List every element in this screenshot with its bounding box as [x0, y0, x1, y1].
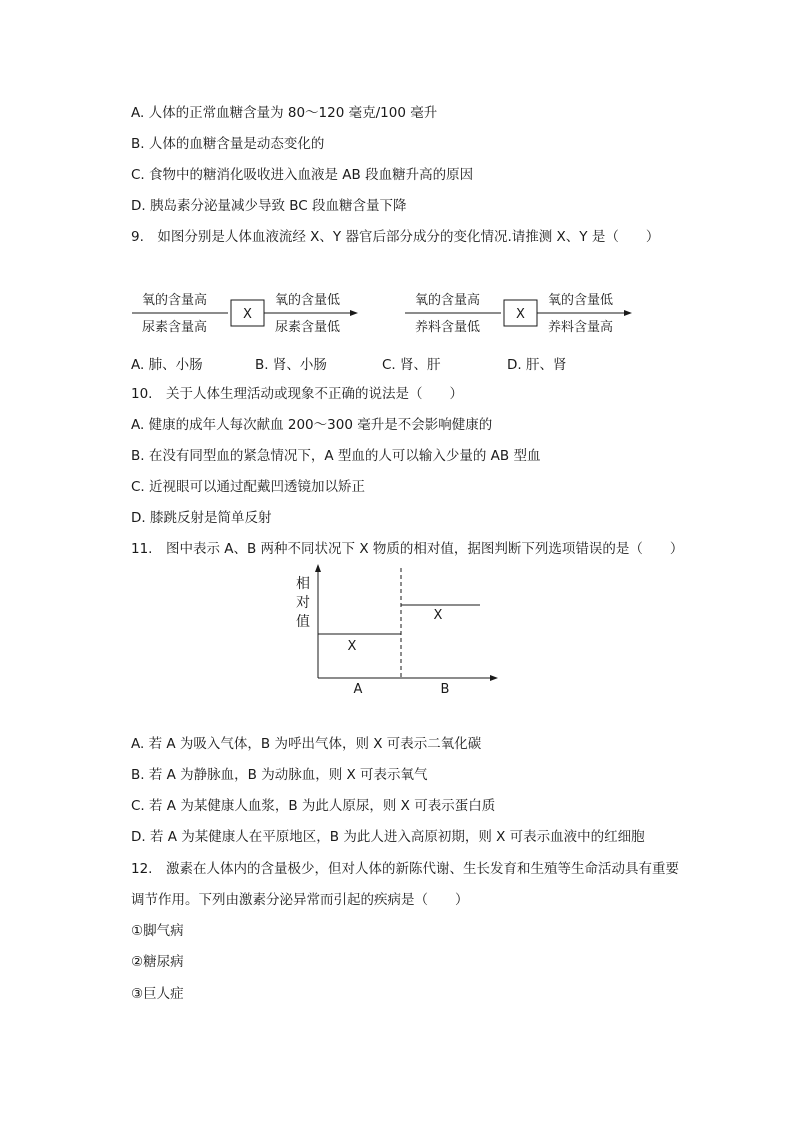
q9-organ-box-right-label: X — [516, 307, 525, 322]
q9-organ-box-left-label: X — [243, 307, 252, 322]
q12-stem-line-1: 12. 激素在人体内的含量极少，但对人体的新陈代谢、生长发育和生殖等生命活动具有重要 — [131, 861, 679, 877]
q11-y-axis-arrowhead — [315, 564, 321, 572]
q11-bar-label-b: X — [433, 608, 443, 623]
q9-option-c: C. 肾、肝 — [382, 357, 441, 373]
q9-organ-diagram — [120, 285, 650, 340]
q9-left-before-bottom: 尿素含量高 — [142, 320, 208, 335]
q8-option-a: A. 人体的正常血糖含量为 80～120 毫克/100 毫升 — [131, 105, 438, 121]
q8-option-c: C. 食物中的糖消化吸收进入血液是 AB 段血糖升高的原因 — [131, 167, 474, 183]
q11-stem: 11. 图中表示 A、B 两种不同状况下 X 物质的相对值，据图判断下列选项错误的是（ ） — [131, 541, 684, 557]
q11-category-b: B — [440, 682, 450, 697]
q10-option-a: A. 健康的成年人每次献血 200～300 毫升是不会影响健康的 — [131, 417, 493, 433]
q11-category-a: A — [353, 682, 363, 697]
q11-option-b: B. 若 A 为静脉血，B 为动脉血，则 X 可表示氧气 — [131, 767, 428, 783]
q10-option-c: C. 近视眼可以通过配戴凹透镜加以矫正 — [131, 479, 366, 495]
q10-option-d: D. 膝跳反射是简单反射 — [131, 510, 272, 526]
q9-left-before-top: 氧的含量高 — [142, 293, 208, 308]
q9-left-arrowhead — [350, 310, 358, 316]
q9-right-after-bottom: 养料含量高 — [548, 320, 614, 335]
q12-item-2: ②糖尿病 — [131, 954, 184, 970]
q10-option-b: B. 在没有同型血的紧急情况下，A 型血的人可以输入少量的 AB 型血 — [131, 448, 541, 464]
q9-left-after-top: 氧的含量低 — [275, 293, 341, 308]
q12-item-1: ①脚气病 — [131, 923, 184, 939]
q11-relative-value-chart — [280, 560, 510, 705]
q11-option-a: A. 若 A 为吸入气体，B 为呼出气体，则 X 可表示二氧化碳 — [131, 736, 482, 752]
q12-stem-line-2: 调节作用。下列由激素分泌异常而引起的疾病是（ ） — [131, 892, 469, 908]
q9-stem: 9. 如图分别是人体血液流经 X、Y 器官后部分成分的变化情况.请推测 X、Y 是（ ） — [131, 229, 660, 245]
q9-right-before-bottom: 养料含量低 — [415, 320, 481, 335]
q8-option-b: B. 人体的血糖含量是动态变化的 — [131, 136, 325, 152]
q9-right-after-top: 氧的含量低 — [548, 293, 614, 308]
q9-right-arrowhead — [624, 310, 632, 316]
q11-option-c: C. 若 A 为某健康人血浆，B 为此人原尿，则 X 可表示蛋白质 — [131, 798, 496, 814]
q11-ylabel-char-2: 对 — [296, 595, 310, 611]
q9-option-d: D. 肝、肾 — [507, 357, 567, 373]
q11-x-axis-arrowhead — [490, 675, 498, 681]
q11-bar-label-a: X — [347, 639, 357, 654]
q9-left-after-bottom: 尿素含量低 — [275, 320, 341, 335]
q9-option-b: B. 肾、小肠 — [255, 357, 327, 373]
q11-ylabel-char-1: 相 — [296, 576, 310, 592]
q12-item-3: ③巨人症 — [131, 986, 184, 1002]
q9-right-before-top: 氧的含量高 — [415, 293, 481, 308]
q9-option-a: A. 肺、小肠 — [131, 357, 203, 373]
q11-ylabel-char-3: 值 — [296, 614, 310, 630]
q11-option-d: D. 若 A 为某健康人在平原地区，B 为此人进入高原初期，则 X 可表示血液中的红细胞 — [131, 829, 645, 845]
q8-option-d: D. 胰岛素分泌量减少导致 BC 段血糖含量下降 — [131, 198, 407, 214]
q10-stem: 10. 关于人体生理活动或现象不正确的说法是（ ） — [131, 386, 463, 402]
